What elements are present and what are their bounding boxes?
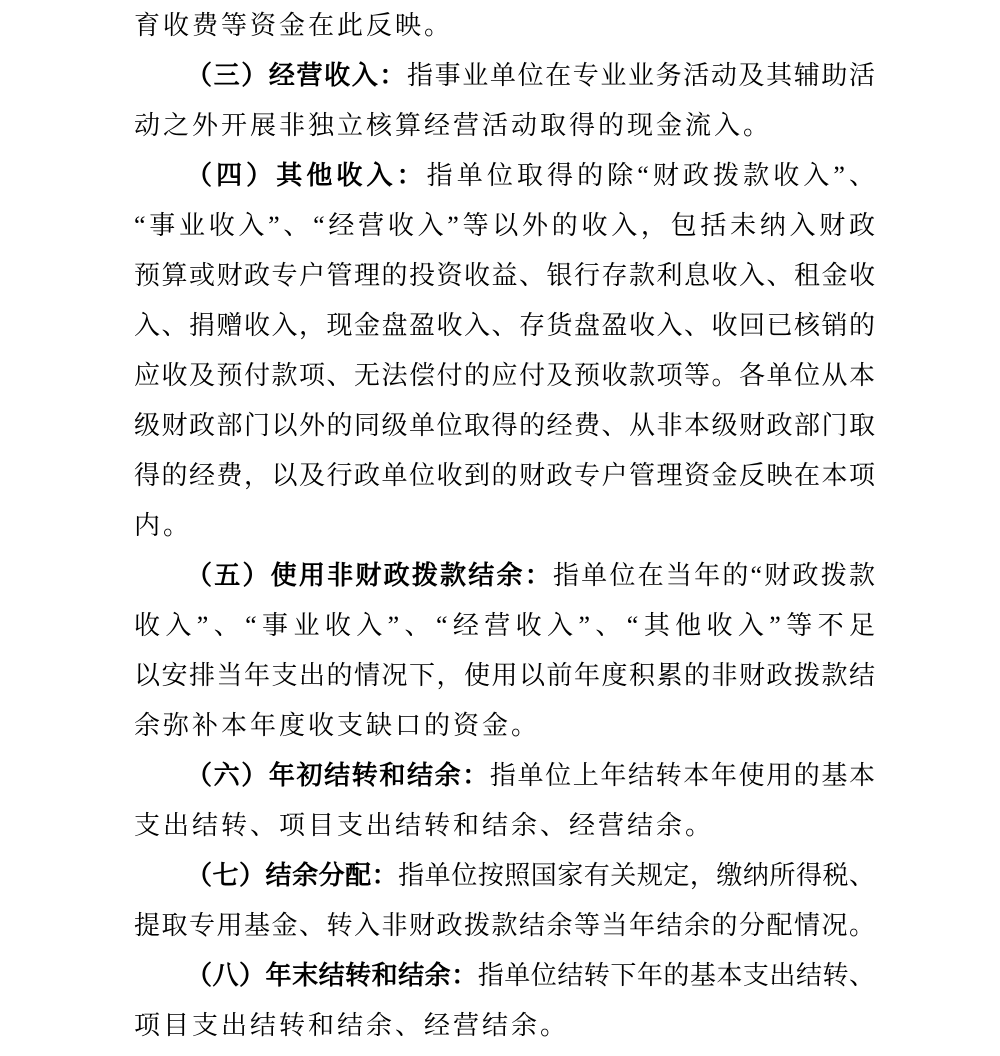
line-text: 支出结转、项目支出结转和结余、经营结余。 — [134, 811, 715, 840]
line-text: 收入”、“事业收入”、“经营收入”、“其他收入”等不足 — [134, 611, 875, 640]
doc-line — [134, 201, 875, 251]
document-text-block — [134, 1, 875, 1051]
line-text: 指单位在当年的“财政拨款 — [552, 561, 875, 590]
doc-line — [134, 1001, 875, 1051]
line-text: 项目支出结转和结余、经营结余。 — [134, 1011, 570, 1040]
line-text: 指单位按照国家有关规定，缴纳所得税、 — [398, 861, 875, 890]
line-text: 动之外开展非独立核算经营活动取得的现金流入。 — [134, 111, 773, 140]
line-text: 内。 — [134, 511, 193, 540]
doc-line — [134, 601, 875, 651]
term-heading: （七）结余分配： — [186, 861, 399, 890]
doc-line — [134, 101, 875, 151]
doc-line — [134, 301, 875, 351]
doc-line — [134, 701, 875, 751]
line-text: 余弥补本年度收支缺口的资金。 — [134, 711, 541, 740]
term-heading: （六）年初结转和结余： — [186, 761, 490, 790]
doc-line — [134, 851, 875, 901]
line-text: 级财政部门以外的同级单位取得的经费、从非本级财政部门取 — [134, 411, 875, 440]
line-text: 应收及预付款项、无法偿付的应付及预收款项等。各单位从本 — [134, 361, 875, 390]
doc-line — [134, 801, 875, 851]
line-text: 预算或财政专户管理的投资收益、银行存款利息收入、租金收 — [134, 261, 875, 290]
term-heading: （五）使用非财政拨款结余： — [186, 561, 553, 590]
line-text: 指单位结转下年的基本支出结转、 — [477, 961, 875, 990]
line-text: 入、捐赠收入，现金盘盈收入、存货盘盈收入、收回已核销的 — [134, 311, 875, 340]
doc-line — [134, 451, 875, 501]
term-heading: （三）经营收入： — [186, 61, 407, 90]
doc-line — [134, 351, 875, 401]
doc-line — [134, 51, 875, 101]
doc-line — [134, 551, 875, 601]
term-heading: （四）其他收入： — [186, 161, 427, 190]
line-text: 以安排当年支出的情况下，使用以前年度积累的非财政拨款结 — [134, 661, 875, 690]
line-text: 提取专用基金、转入非财政拨款结余等当年结余的分配情况。 — [134, 911, 875, 940]
doc-line — [134, 651, 875, 701]
doc-line — [134, 401, 875, 451]
line-text: “事业收入”、“经营收入”等以外的收入，包括未纳入财政 — [134, 211, 875, 240]
line-text: 得的经费，以及行政单位收到的财政专户管理资金反映在本项 — [134, 461, 875, 490]
doc-line — [134, 951, 875, 1001]
doc-line — [134, 501, 875, 551]
doc-line — [134, 901, 875, 951]
doc-line — [134, 251, 875, 301]
doc-line — [134, 751, 875, 801]
line-text: 指单位取得的除“财政拨款收入”、 — [426, 161, 875, 190]
doc-line — [134, 1, 875, 51]
line-text: 指事业单位在专业业务活动及其辅助活 — [407, 61, 875, 90]
term-heading: （八）年末结转和结余： — [186, 961, 478, 990]
line-text: 指单位上年结转本年使用的基本 — [489, 761, 875, 790]
doc-line — [134, 151, 875, 201]
line-text: 育收费等资金在此反映。 — [134, 11, 454, 40]
